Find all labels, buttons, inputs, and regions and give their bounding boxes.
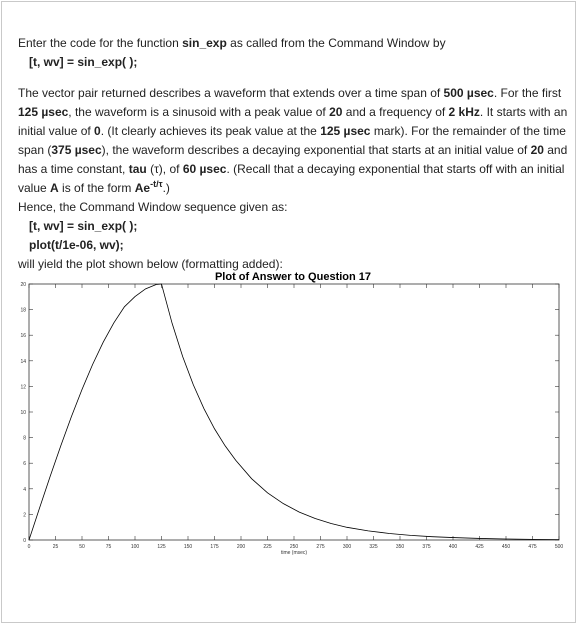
paragraph-run: and has a time constant,: [18, 143, 568, 176]
y-tick-label: 4: [23, 486, 26, 493]
x-tick-label: 275: [316, 544, 325, 550]
y-tick-label: 12: [20, 384, 26, 391]
paragraph-run: tau: [128, 162, 147, 176]
x-tick-label: 25: [52, 544, 59, 550]
code-line-1: [t, wv] = sin_exp( );: [29, 219, 138, 233]
paragraph-run: -t/τ: [150, 179, 163, 189]
chart-title: Plot of Answer to Question 17: [214, 271, 372, 283]
paragraph-run: , the waveform is a sinusoid with a peak value of: [68, 105, 330, 119]
question-panel: [1, 1, 576, 623]
description-paragraph: [18, 84, 570, 198]
x-tick-label: 450: [501, 544, 511, 550]
x-tick-label: 350: [395, 544, 405, 550]
paragraph-run: ), the waveform describes a decaying exponential that starts at an initial value of: [101, 143, 531, 157]
yield-line: will yield the plot shown below (formatting added):: [18, 257, 283, 271]
y-tick-label: 6: [23, 461, 26, 468]
y-tick-label: 8: [23, 435, 26, 442]
paragraph-run: 375 µsec: [51, 143, 102, 157]
call-line: [t, wv] = sin_exp( );: [29, 55, 138, 69]
paragraph-run: Ae: [134, 181, 151, 195]
y-tick-label: 16: [20, 333, 26, 340]
paragraph-run: is of the form: [58, 181, 135, 195]
paragraph-run: 20: [530, 143, 544, 157]
function-name: sin_exp: [182, 36, 227, 50]
x-tick-label: 150: [183, 544, 193, 550]
x-tick-label: 300: [342, 544, 352, 550]
paragraph-run: 125 µsec: [320, 124, 371, 138]
hence-line: Hence, the Command Window sequence given as:: [18, 200, 288, 214]
x-tick-label: 375: [422, 544, 431, 550]
y-tick-label: 0: [23, 538, 26, 544]
y-tick-label: 18: [20, 307, 26, 314]
paragraph-run: . For the first: [493, 86, 562, 100]
paragraph-run: . (Recall that a decaying exponential that starts off with an initial value: [18, 162, 565, 195]
paragraph-run: . It starts with an initial value of: [18, 105, 568, 138]
paragraph-run: The vector pair returned describes a waveform that extends over a time span of: [18, 86, 444, 100]
paragraph-run: . (It clearly achieves its peak value at the: [100, 124, 321, 138]
x-tick-label: 50: [79, 544, 85, 550]
paragraph-run: 500 µsec: [443, 86, 494, 100]
x-tick-label: 0: [27, 544, 31, 550]
code-line-2: plot(t/1e-06, wv);: [29, 238, 124, 252]
x-axis-label: time (msec): [280, 550, 308, 556]
y-tick-label: 20: [20, 282, 26, 288]
x-tick-label: 225: [263, 544, 272, 550]
paragraph-run: A: [50, 181, 59, 195]
paragraph-run: 2 kHz: [448, 105, 480, 119]
x-tick-label: 425: [475, 544, 484, 550]
x-tick-label: 125: [157, 544, 166, 550]
x-tick-label: 475: [528, 544, 537, 550]
intro-line: Enter the code for the function sin_exp as called from the Command Window by: [18, 36, 446, 50]
y-tick-label: 2: [23, 512, 26, 519]
x-tick-label: 75: [105, 544, 112, 550]
y-tick-label: 14: [20, 358, 26, 365]
x-tick-label: 175: [210, 544, 219, 550]
x-tick-label: 325: [369, 544, 378, 550]
x-tick-label: 500: [554, 544, 564, 550]
paragraph-run: mark). For the remainder of the time span (: [18, 124, 566, 157]
question-text: [18, 34, 570, 274]
paragraph-run: 20: [329, 105, 343, 119]
paragraph-run: and a frequency of: [342, 105, 449, 119]
x-tick-label: 200: [236, 544, 246, 550]
x-tick-label: 250: [289, 544, 299, 550]
paragraph-run: .): [162, 181, 170, 195]
paragraph-run: 125 µsec: [18, 105, 69, 119]
line-chart: [8, 270, 573, 570]
plot-area: [29, 284, 559, 540]
y-tick-label: 10: [20, 410, 26, 416]
paragraph-run: 0: [94, 124, 101, 138]
x-tick-label: 400: [448, 544, 458, 550]
x-tick-label: 100: [130, 544, 140, 550]
plot-figure: [8, 270, 573, 570]
paragraph-run: (τ), of: [146, 162, 183, 176]
paragraph-run: 60 µsec: [182, 162, 227, 176]
